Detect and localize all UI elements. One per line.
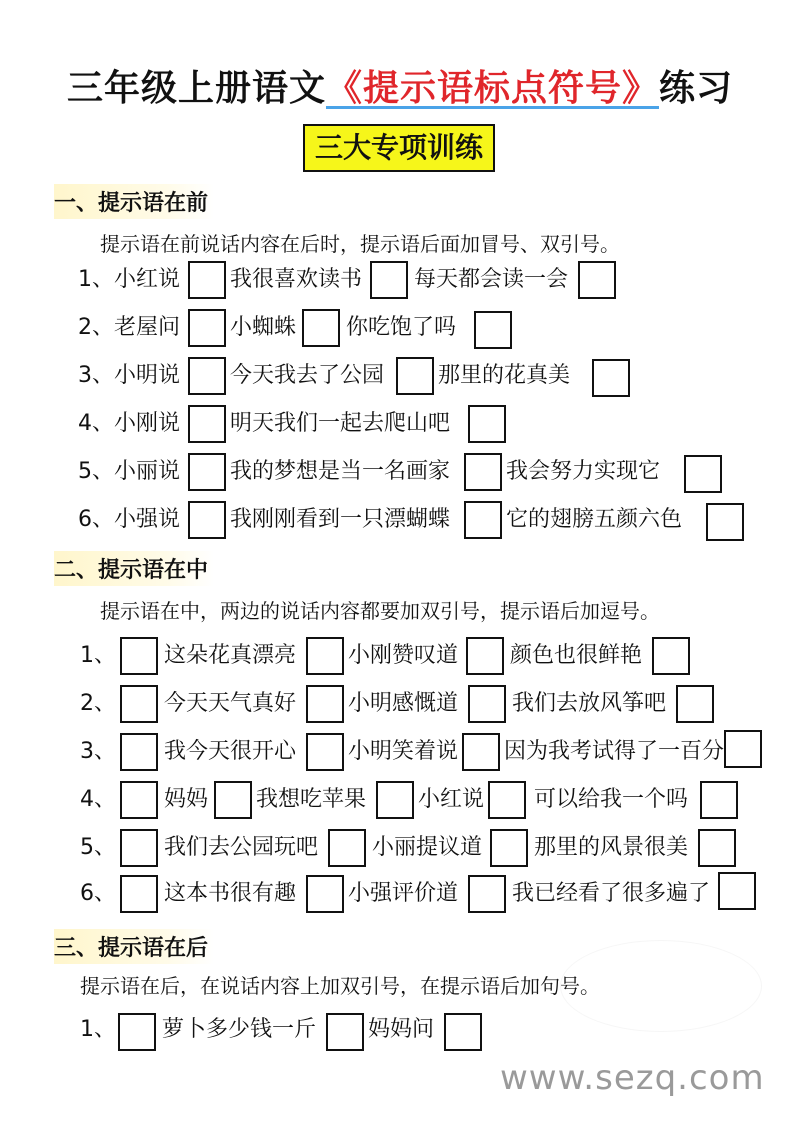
- item-number: 1、: [80, 1017, 116, 1042]
- answer-box[interactable]: [188, 261, 226, 299]
- answer-box[interactable]: [188, 405, 226, 443]
- item-text: 我很喜欢读书: [230, 267, 363, 292]
- item-number: 3、: [80, 739, 116, 764]
- answer-box[interactable]: [468, 405, 506, 443]
- answer-box[interactable]: [468, 685, 506, 723]
- item-number: 6、: [78, 507, 114, 532]
- item-text: 我会努力实现它: [506, 459, 661, 484]
- answer-box[interactable]: [326, 1013, 364, 1051]
- section-heading-1: 一、提示语在前: [54, 184, 214, 219]
- section-heading-2: 二、提示语在中: [54, 551, 214, 586]
- subtitle-badge: 三大专项训练: [303, 124, 495, 172]
- answer-box[interactable]: [302, 309, 340, 347]
- item-text: 因为我考试得了一百分: [504, 739, 725, 764]
- answer-box[interactable]: [188, 453, 226, 491]
- item-text: 萝卜多少钱一斤: [162, 1017, 317, 1042]
- answer-box[interactable]: [462, 733, 500, 771]
- answer-box[interactable]: [188, 501, 226, 539]
- answer-box[interactable]: [328, 829, 366, 867]
- answer-box[interactable]: [718, 872, 756, 910]
- item-text: 小强说: [114, 507, 181, 532]
- answer-box[interactable]: [396, 357, 434, 395]
- answer-box[interactable]: [306, 733, 344, 771]
- item-number: 2、: [80, 691, 116, 716]
- item-text: 今天我去了公园: [230, 363, 385, 388]
- item-number: 4、: [80, 787, 116, 812]
- item-text: 这朵花真漂亮: [164, 643, 297, 668]
- item-text: 我刚刚看到一只漂蝴蝶: [230, 507, 451, 532]
- answer-box[interactable]: [490, 829, 528, 867]
- answer-box[interactable]: [676, 685, 714, 723]
- answer-box[interactable]: [468, 875, 506, 913]
- item-text: 可以给我一个吗: [534, 787, 689, 812]
- answer-box[interactable]: [188, 357, 226, 395]
- answer-box[interactable]: [120, 637, 158, 675]
- item-text: 那里的风景很美: [534, 835, 689, 860]
- answer-box[interactable]: [306, 685, 344, 723]
- item-text: 这本书很有趣: [164, 881, 297, 906]
- item-text: 小丽提议道: [372, 835, 483, 860]
- item-text: 小强评价道: [348, 881, 459, 906]
- section-rule-2: 提示语在中，两边的说话内容都要加双引号，提示语后加逗号。: [100, 599, 660, 623]
- answer-box[interactable]: [120, 829, 158, 867]
- answer-box[interactable]: [306, 875, 344, 913]
- answer-box[interactable]: [444, 1013, 482, 1051]
- answer-box[interactable]: [120, 733, 158, 771]
- item-text: 你吃饱了吗: [346, 315, 457, 340]
- item-text: 妈妈: [164, 787, 209, 812]
- page-title: 三年级上册语文《提示语标点符号》练习: [66, 68, 734, 109]
- answer-box[interactable]: [120, 685, 158, 723]
- item-text: 小明笑着说: [348, 739, 459, 764]
- watermark: www.sezq.com: [500, 1058, 765, 1098]
- answer-box[interactable]: [118, 1013, 156, 1051]
- answer-box[interactable]: [376, 781, 414, 819]
- item-text: 我已经看了很多遍了: [512, 881, 711, 906]
- section-rule-1: 提示语在前说话内容在后时，提示语后面加冒号、双引号。: [100, 232, 620, 256]
- item-text: 今天天气真好: [164, 691, 297, 716]
- item-number: 6、: [80, 881, 116, 906]
- answer-box[interactable]: [700, 781, 738, 819]
- answer-box[interactable]: [592, 359, 630, 397]
- item-text: 小明感慨道: [348, 691, 459, 716]
- answer-box[interactable]: [652, 637, 690, 675]
- item-text: 妈妈问: [368, 1017, 435, 1042]
- item-text: 它的翅膀五颜六色: [506, 507, 683, 532]
- item-text: 小明说: [114, 363, 181, 388]
- answer-box[interactable]: [120, 781, 158, 819]
- answer-box[interactable]: [698, 829, 736, 867]
- item-number: 5、: [80, 835, 116, 860]
- answer-box[interactable]: [370, 261, 408, 299]
- answer-box[interactable]: [188, 309, 226, 347]
- answer-box[interactable]: [306, 637, 344, 675]
- item-text: 小刚赞叹道: [348, 643, 459, 668]
- item-text: 小丽说: [114, 459, 181, 484]
- item-text: 老屋问: [114, 315, 181, 340]
- item-number: 1、: [78, 267, 114, 292]
- item-text: 每天都会读一会: [414, 267, 569, 292]
- item-text: 那里的花真美: [438, 363, 571, 388]
- item-text: 我们去放风筝吧: [512, 691, 667, 716]
- item-text: 我想吃苹果: [256, 787, 367, 812]
- item-text: 小蜘蛛: [230, 315, 297, 340]
- answer-box[interactable]: [464, 501, 502, 539]
- item-number: 5、: [78, 459, 114, 484]
- item-number: 4、: [78, 411, 114, 436]
- answer-box[interactable]: [706, 503, 744, 541]
- title-highlight: 《提示语标点符号》: [325, 68, 659, 109]
- item-text: 小刚说: [114, 411, 181, 436]
- answer-box[interactable]: [474, 311, 512, 349]
- answer-box[interactable]: [464, 453, 502, 491]
- item-text: 我们去公园玩吧: [164, 835, 319, 860]
- item-number: 2、: [78, 315, 114, 340]
- item-text: 明天我们一起去爬山吧: [230, 411, 451, 436]
- answer-box[interactable]: [684, 455, 722, 493]
- item-number: 3、: [78, 363, 114, 388]
- item-text: 颜色也很鲜艳: [510, 643, 643, 668]
- answer-box[interactable]: [214, 781, 252, 819]
- section-rule-3: 提示语在后，在说话内容上加双引号，在提示语后加句号。: [80, 974, 600, 998]
- answer-box[interactable]: [578, 261, 616, 299]
- item-text: 小红说: [418, 787, 485, 812]
- item-text: 我今天很开心: [164, 739, 297, 764]
- answer-box[interactable]: [466, 637, 504, 675]
- item-text: 小红说: [114, 267, 181, 292]
- answer-box[interactable]: [724, 730, 762, 768]
- section-heading-3: 三、提示语在后: [54, 929, 214, 964]
- answer-box[interactable]: [120, 875, 158, 913]
- answer-box[interactable]: [488, 781, 526, 819]
- item-number: 1、: [80, 643, 116, 668]
- item-text: 我的梦想是当一名画家: [230, 459, 451, 484]
